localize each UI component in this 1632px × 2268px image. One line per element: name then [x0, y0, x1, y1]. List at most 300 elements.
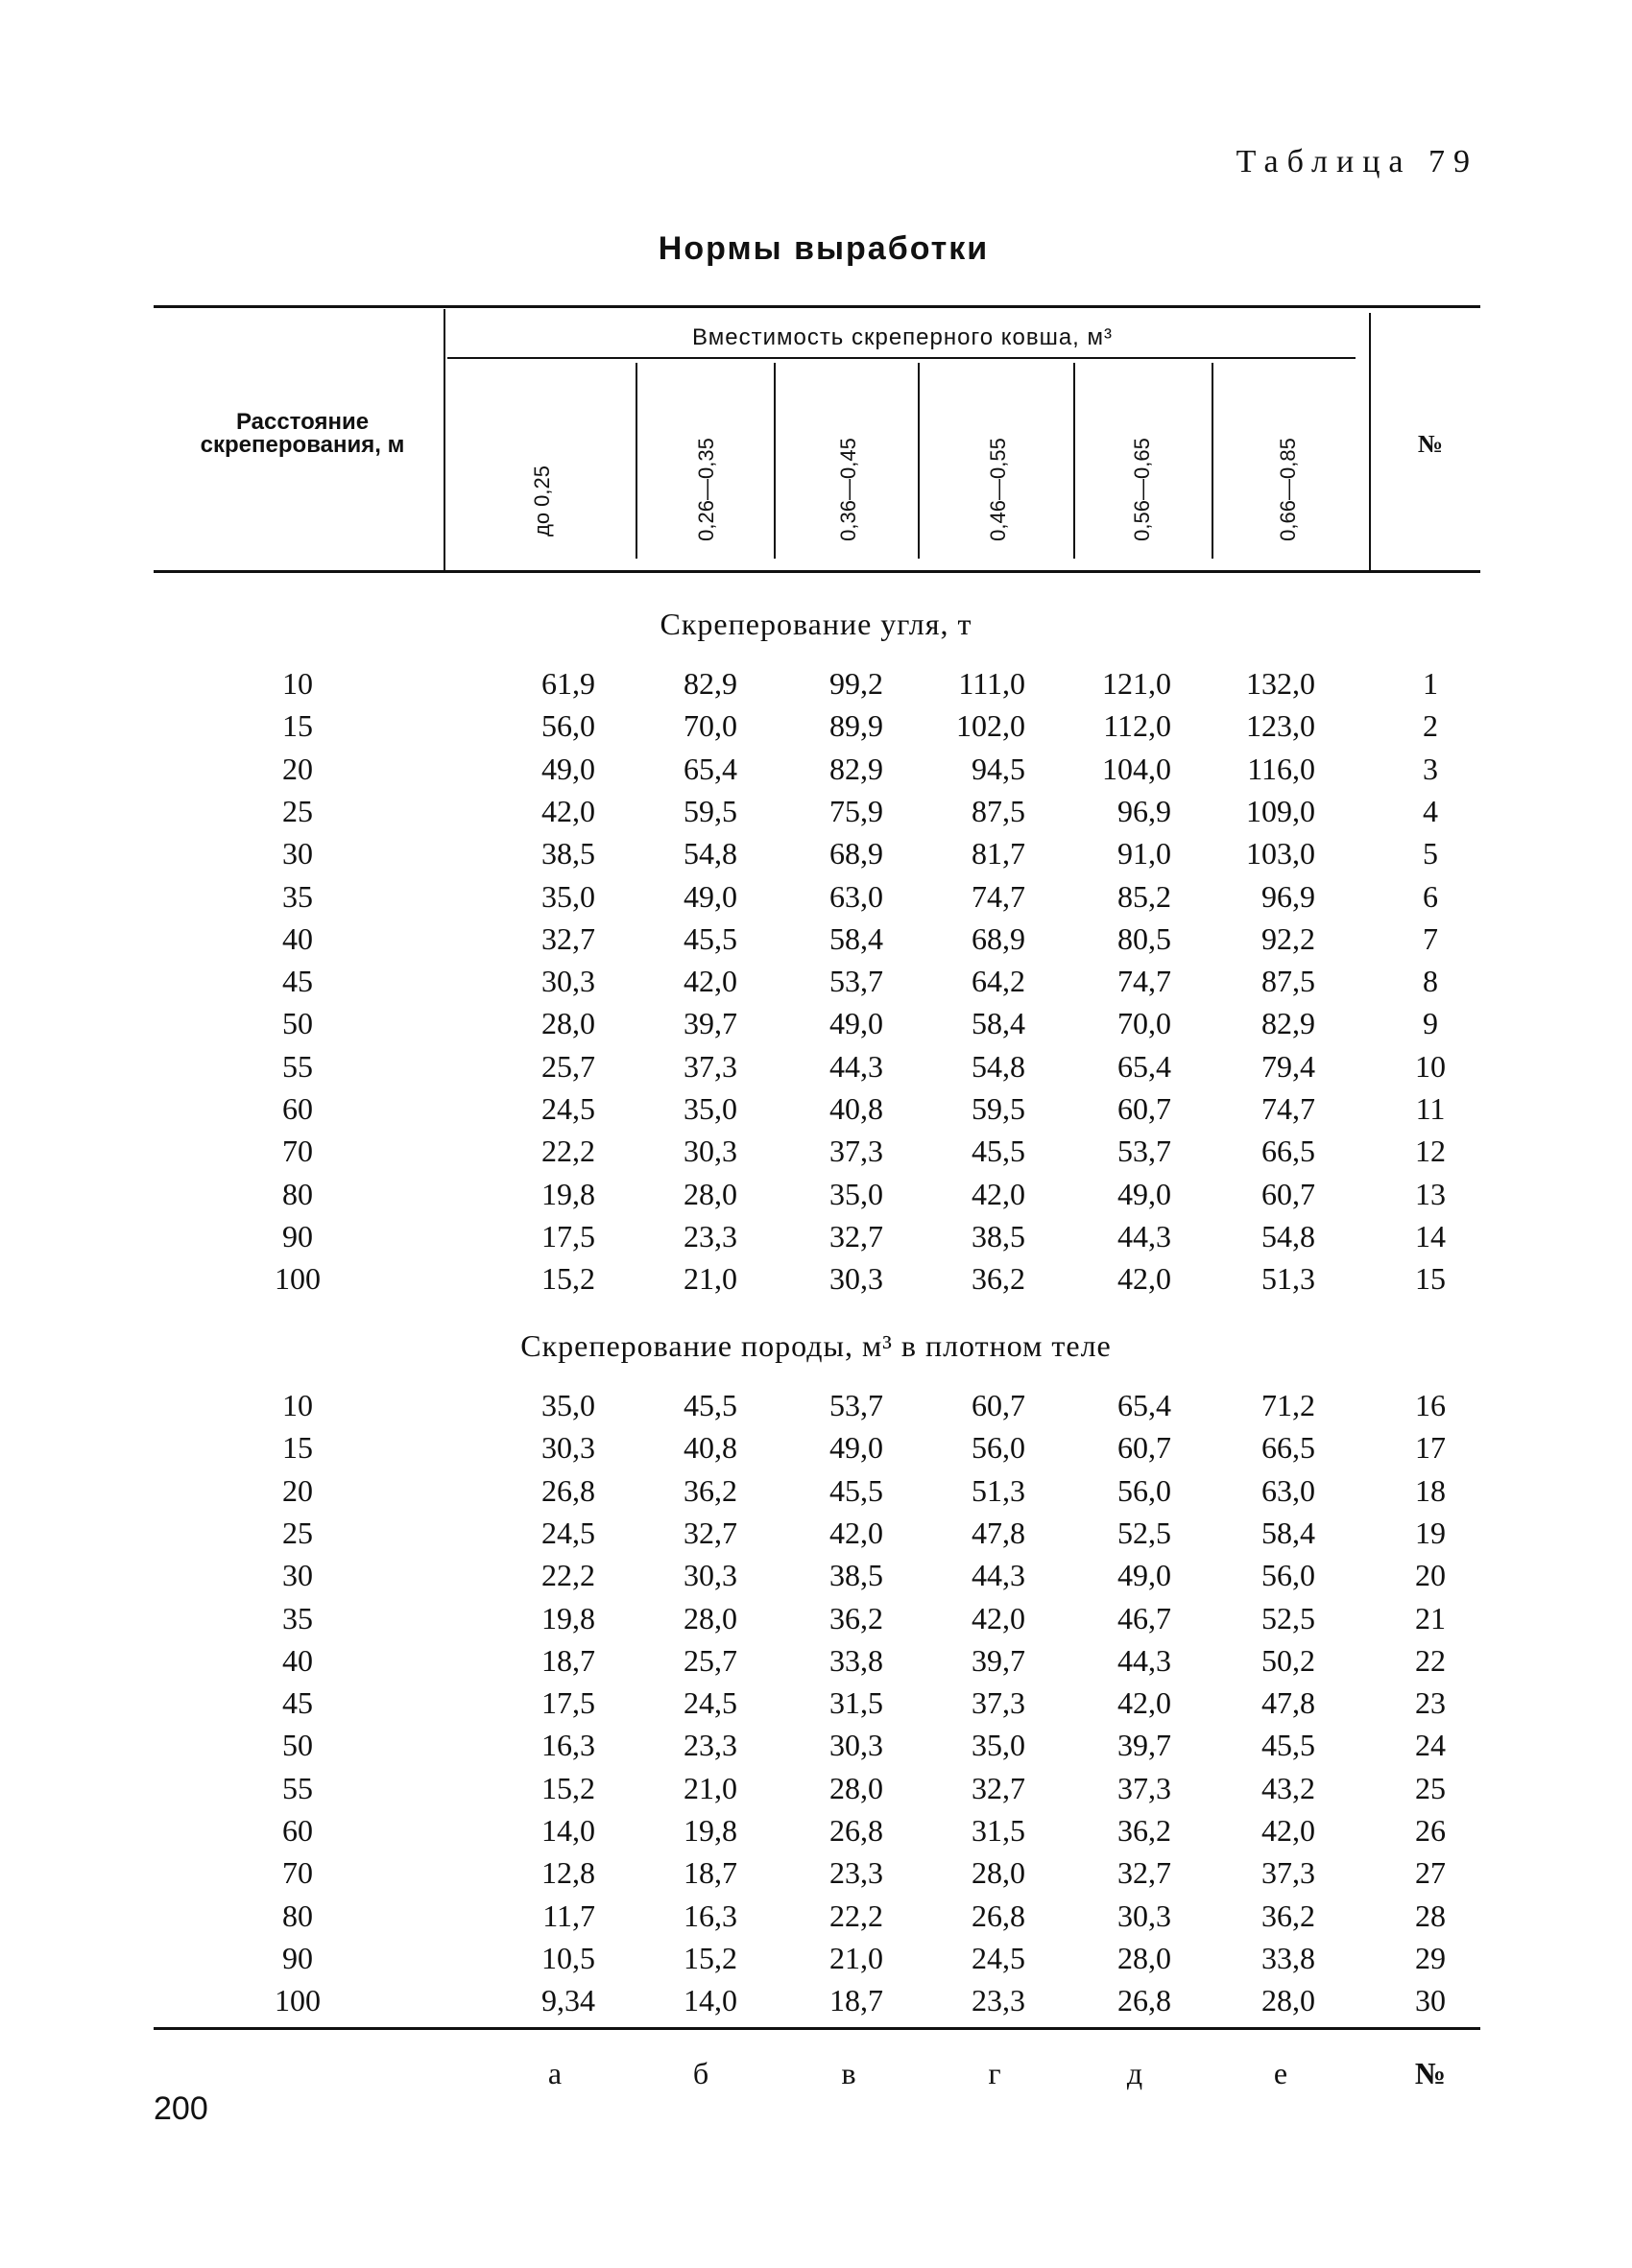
value-cell: 36,2: [829, 1600, 883, 1635]
distance-cell: 45: [282, 964, 313, 999]
value-cell: 45,5: [684, 1388, 737, 1422]
distance-cell: 50: [282, 1006, 313, 1041]
value-cell: 30,3: [1117, 1898, 1171, 1933]
value-cell: 68,9: [972, 920, 1025, 956]
value-cell: 37,3: [684, 1048, 737, 1084]
col-header-c: 0,36—0,45: [836, 438, 860, 541]
value-cell: 68,9: [829, 836, 883, 871]
footer-letter-c: в: [841, 2056, 856, 2090]
value-cell: 103,0: [1246, 836, 1315, 871]
value-cell: 18,7: [541, 1642, 595, 1678]
footer-letter-a: а: [547, 2056, 563, 2090]
col-header-b: 0,26—0,35: [694, 438, 718, 541]
value-cell: 66,5: [1261, 1430, 1315, 1466]
footer-letter-f: е: [1273, 2056, 1288, 2090]
value-cell: 22,2: [541, 1558, 595, 1593]
value-cell: 36,2: [972, 1261, 1025, 1297]
value-cell: 50,2: [1261, 1642, 1315, 1678]
value-cell: 30,3: [541, 1430, 595, 1466]
value-cell: 30,3: [829, 1728, 883, 1763]
value-cell: 18,7: [829, 1983, 883, 2018]
row-number-cell: 13: [1415, 1176, 1446, 1211]
row-number-cell: 11: [1415, 1091, 1446, 1126]
table-row: [0, 1261, 1632, 1303]
row-number-cell: 19: [1415, 1515, 1446, 1550]
value-cell: 74,7: [972, 878, 1025, 914]
distance-header: Расстояние скреперования, м: [200, 409, 405, 458]
value-cell: 42,0: [972, 1176, 1025, 1211]
footer-letter-d: г: [988, 2056, 1001, 2090]
value-cell: 45,5: [684, 920, 737, 956]
capacity-underline: [447, 357, 1356, 359]
table-row: [0, 1049, 1632, 1091]
capacity-header: Вместимость скреперного ковша, м³: [691, 324, 1114, 350]
row-number-cell: 9: [1423, 1006, 1438, 1041]
value-cell: 44,3: [972, 1558, 1025, 1593]
value-cell: 45,5: [1261, 1728, 1315, 1763]
value-cell: 44,3: [1117, 1218, 1171, 1253]
bottom-rule: [154, 2027, 1480, 2030]
value-cell: 37,3: [1117, 1770, 1171, 1805]
value-cell: 24,5: [541, 1091, 595, 1126]
value-cell: 80,5: [1117, 920, 1171, 956]
distance-cell: 80: [282, 1898, 313, 1933]
distance-cell: 55: [282, 1048, 313, 1084]
value-cell: 102,0: [956, 708, 1025, 744]
value-cell: 109,0: [1246, 793, 1315, 828]
value-cell: 47,8: [1261, 1685, 1315, 1721]
row-number-cell: 3: [1423, 751, 1438, 786]
value-cell: 30,3: [829, 1261, 883, 1297]
value-cell: 87,5: [972, 793, 1025, 828]
value-cell: 35,0: [541, 1388, 595, 1422]
row-number-cell: 15: [1415, 1261, 1446, 1297]
distance-cell: 90: [282, 1940, 313, 1975]
value-cell: 75,9: [829, 793, 883, 828]
value-cell: 60,7: [1117, 1430, 1171, 1466]
value-cell: 30,3: [541, 964, 595, 999]
header-divider-left: [444, 309, 445, 570]
value-cell: 28,0: [829, 1770, 883, 1805]
distance-cell: 15: [282, 1430, 313, 1466]
value-cell: 111,0: [958, 666, 1025, 701]
distance-cell: 90: [282, 1218, 313, 1253]
value-cell: 25,7: [541, 1048, 595, 1084]
value-cell: 65,4: [684, 751, 737, 786]
value-cell: 35,0: [541, 878, 595, 914]
table-row: [0, 1558, 1632, 1600]
value-cell: 42,0: [1117, 1685, 1171, 1721]
table-row: [0, 1430, 1632, 1472]
value-cell: 74,7: [1117, 964, 1171, 999]
value-cell: 94,5: [972, 751, 1025, 786]
value-cell: 92,2: [1261, 920, 1315, 956]
page-number: 200: [154, 2090, 208, 2127]
table-row: [0, 1855, 1632, 1898]
distance-cell: 100: [275, 1983, 321, 2018]
value-cell: 132,0: [1246, 666, 1315, 701]
table-row: [0, 1177, 1632, 1219]
value-cell: 28,0: [972, 1855, 1025, 1891]
value-cell: 35,0: [829, 1176, 883, 1211]
value-cell: 21,0: [684, 1770, 737, 1805]
value-cell: 42,0: [1261, 1813, 1315, 1848]
value-cell: 70,0: [684, 708, 737, 744]
value-cell: 28,0: [1117, 1940, 1171, 1975]
section-title-rock: Скреперование породы, м³ в плотном теле: [520, 1328, 1112, 1363]
value-cell: 49,0: [1117, 1176, 1171, 1211]
value-cell: 65,4: [1117, 1048, 1171, 1084]
table-row: [0, 1516, 1632, 1558]
value-cell: 10,5: [541, 1940, 595, 1975]
table-row: [0, 1771, 1632, 1813]
value-cell: 52,5: [1117, 1515, 1171, 1550]
table-row: [0, 1091, 1632, 1134]
value-cell: 40,8: [684, 1430, 737, 1466]
value-cell: 56,0: [541, 708, 595, 744]
value-cell: 11,7: [542, 1898, 595, 1933]
value-cell: 21,0: [829, 1940, 883, 1975]
distance-cell: 60: [282, 1091, 313, 1126]
value-cell: 39,7: [684, 1006, 737, 1041]
value-cell: 49,0: [829, 1006, 883, 1041]
row-number-cell: 1: [1423, 666, 1438, 701]
value-cell: 22,2: [829, 1898, 883, 1933]
row-number-cell: 18: [1415, 1472, 1446, 1508]
distance-cell: 30: [282, 1558, 313, 1593]
value-cell: 116,0: [1247, 751, 1315, 786]
value-cell: 19,8: [541, 1176, 595, 1211]
value-cell: 42,0: [1117, 1261, 1171, 1297]
distance-cell: 30: [282, 836, 313, 871]
value-cell: 39,7: [1117, 1728, 1171, 1763]
col-divider-4: [1073, 363, 1075, 559]
row-number-cell: 4: [1423, 793, 1438, 828]
value-cell: 19,8: [684, 1813, 737, 1848]
table-row: [0, 1134, 1632, 1176]
distance-cell: 10: [282, 666, 313, 701]
distance-cell: 100: [275, 1261, 321, 1297]
value-cell: 53,7: [1117, 1134, 1171, 1169]
value-cell: 91,0: [1117, 836, 1171, 871]
table-row: [0, 1643, 1632, 1685]
value-cell: 23,3: [972, 1983, 1025, 2018]
distance-cell: 50: [282, 1728, 313, 1763]
col-header-f: 0,66—0,85: [1276, 438, 1300, 541]
row-number-cell: 8: [1423, 964, 1438, 999]
row-number-cell: 25: [1415, 1770, 1446, 1805]
col-divider-3: [918, 363, 920, 559]
value-cell: 37,3: [829, 1134, 883, 1169]
table-row: [0, 1006, 1632, 1048]
table-row: [0, 836, 1632, 878]
distance-cell: 10: [282, 1388, 313, 1422]
row-number-cell: 26: [1415, 1813, 1446, 1848]
distance-cell: 60: [282, 1813, 313, 1848]
value-cell: 17,5: [541, 1218, 595, 1253]
top-rule: [154, 305, 1480, 308]
table-row: [0, 1219, 1632, 1261]
value-cell: 89,9: [829, 708, 883, 744]
row-number-cell: 14: [1415, 1218, 1446, 1253]
value-cell: 51,3: [972, 1472, 1025, 1508]
value-cell: 16,3: [684, 1898, 737, 1933]
value-cell: 58,4: [972, 1006, 1025, 1041]
value-cell: 65,4: [1117, 1388, 1171, 1422]
value-cell: 15,2: [684, 1940, 737, 1975]
title-text: Нормы выработки: [658, 230, 990, 267]
row-number-cell: 30: [1415, 1983, 1446, 2018]
value-cell: 32,7: [541, 920, 595, 956]
col-header-d: 0,46—0,55: [986, 438, 1010, 541]
value-cell: 123,0: [1246, 708, 1315, 744]
distance-cell: 40: [282, 1642, 313, 1678]
value-cell: 25,7: [684, 1642, 737, 1678]
table-row: [0, 1728, 1632, 1770]
value-cell: 52,5: [1261, 1600, 1315, 1635]
table-row: [0, 1601, 1632, 1643]
row-number-cell: 5: [1423, 836, 1438, 871]
value-cell: 26,8: [829, 1813, 883, 1848]
value-cell: 28,0: [541, 1006, 595, 1041]
value-cell: 32,7: [972, 1770, 1025, 1805]
row-number-cell: 28: [1415, 1898, 1446, 1933]
value-cell: 70,0: [1117, 1006, 1171, 1041]
value-cell: 23,3: [684, 1218, 737, 1253]
value-cell: 28,0: [1261, 1983, 1315, 2018]
row-number-cell: 16: [1415, 1388, 1446, 1422]
table-number: Таблица 79: [1236, 144, 1478, 179]
footer-number: №: [1414, 2056, 1447, 2090]
value-cell: 14,0: [684, 1983, 737, 2018]
value-cell: 59,5: [972, 1091, 1025, 1126]
distance-cell: 55: [282, 1770, 313, 1805]
header-divider-right: [1369, 313, 1371, 570]
row-number-cell: 27: [1415, 1855, 1446, 1891]
col-divider-2: [774, 363, 776, 559]
value-cell: 26,8: [1117, 1983, 1171, 2018]
value-cell: 61,9: [541, 666, 595, 701]
table-row: [0, 879, 1632, 921]
value-cell: 56,0: [1117, 1472, 1171, 1508]
value-cell: 26,8: [541, 1472, 595, 1508]
table-row: [0, 752, 1632, 794]
row-number-cell: 29: [1415, 1940, 1446, 1975]
row-number-cell: 23: [1415, 1685, 1446, 1721]
value-cell: 49,0: [541, 751, 595, 786]
header-bottom-rule: [154, 570, 1480, 573]
table-row: [0, 1898, 1632, 1941]
value-cell: 18,7: [684, 1855, 737, 1891]
row-number-cell: 10: [1415, 1048, 1446, 1084]
value-cell: 58,4: [829, 920, 883, 956]
value-cell: 36,2: [1261, 1898, 1315, 1933]
table-row: [0, 1941, 1632, 1983]
value-cell: 24,5: [541, 1515, 595, 1550]
distance-cell: 70: [282, 1855, 313, 1891]
table-title: [0, 230, 1632, 268]
value-cell: 19,8: [541, 1600, 595, 1635]
value-cell: 54,8: [972, 1048, 1025, 1084]
distance-cell: 15: [282, 708, 313, 744]
table-row: [0, 921, 1632, 964]
distance-cell: 20: [282, 751, 313, 786]
value-cell: 30,3: [684, 1134, 737, 1169]
col-divider-1: [636, 363, 637, 559]
value-cell: 28,0: [684, 1600, 737, 1635]
value-cell: 23,3: [684, 1728, 737, 1763]
value-cell: 37,3: [972, 1685, 1025, 1721]
value-cell: 32,7: [829, 1218, 883, 1253]
value-cell: 58,4: [1261, 1515, 1315, 1550]
row-number-cell: 6: [1423, 878, 1438, 914]
value-cell: 16,3: [541, 1728, 595, 1763]
value-cell: 24,5: [684, 1685, 737, 1721]
value-cell: 24,5: [972, 1940, 1025, 1975]
value-cell: 49,0: [684, 878, 737, 914]
value-cell: 33,8: [829, 1642, 883, 1678]
value-cell: 49,0: [1117, 1558, 1171, 1593]
value-cell: 21,0: [684, 1261, 737, 1297]
value-cell: 22,2: [541, 1134, 595, 1169]
distance-cell: 25: [282, 1515, 313, 1550]
value-cell: 32,7: [1117, 1855, 1171, 1891]
row-number-cell: 12: [1415, 1134, 1446, 1169]
value-cell: 53,7: [829, 964, 883, 999]
row-number-cell: 7: [1423, 920, 1438, 956]
value-cell: 54,8: [1261, 1218, 1315, 1253]
value-cell: 82,9: [1261, 1006, 1315, 1041]
distance-cell: 80: [282, 1176, 313, 1211]
value-cell: 30,3: [684, 1558, 737, 1593]
distance-cell: 45: [282, 1685, 313, 1721]
table-row: [0, 1473, 1632, 1516]
value-cell: 42,0: [684, 964, 737, 999]
table-row: [0, 1983, 1632, 2025]
value-cell: 40,8: [829, 1091, 883, 1126]
value-cell: 35,0: [972, 1728, 1025, 1763]
value-cell: 71,2: [1261, 1388, 1315, 1422]
value-cell: 35,0: [684, 1091, 737, 1126]
value-cell: 51,3: [1261, 1261, 1315, 1297]
value-cell: 121,0: [1102, 666, 1171, 701]
table-row: [0, 964, 1632, 1006]
value-cell: 38,5: [829, 1558, 883, 1593]
row-number-cell: 22: [1415, 1642, 1446, 1678]
distance-cell: 35: [282, 1600, 313, 1635]
value-cell: 79,4: [1261, 1048, 1315, 1084]
value-cell: 82,9: [829, 751, 883, 786]
value-cell: 47,8: [972, 1515, 1025, 1550]
value-cell: 66,5: [1261, 1134, 1315, 1169]
value-cell: 63,0: [829, 878, 883, 914]
col-header-a: до 0,25: [530, 465, 554, 537]
value-cell: 74,7: [1261, 1091, 1315, 1126]
row-number-cell: 17: [1415, 1430, 1446, 1466]
value-cell: 96,9: [1117, 793, 1171, 828]
distance-cell: 70: [282, 1134, 313, 1169]
distance-cell: 40: [282, 920, 313, 956]
distance-cell: 20: [282, 1472, 313, 1508]
value-cell: 42,0: [829, 1515, 883, 1550]
value-cell: 56,0: [1261, 1558, 1315, 1593]
value-cell: 31,5: [972, 1813, 1025, 1848]
value-cell: 99,2: [829, 666, 883, 701]
value-cell: 104,0: [1102, 751, 1171, 786]
row-number-cell: 20: [1415, 1558, 1446, 1593]
number-header: №: [1417, 430, 1444, 458]
value-cell: 54,8: [684, 836, 737, 871]
table-row: [0, 1813, 1632, 1855]
value-cell: 82,9: [684, 666, 737, 701]
value-cell: 36,2: [1117, 1813, 1171, 1848]
value-cell: 60,7: [1261, 1176, 1315, 1211]
value-cell: 9,34: [541, 1983, 595, 2018]
value-cell: 64,2: [972, 964, 1025, 999]
value-cell: 59,5: [684, 793, 737, 828]
footer-letter-b: б: [692, 2056, 709, 2090]
row-number-cell: 21: [1415, 1600, 1446, 1635]
table-row: [0, 708, 1632, 751]
footer-letter-e: д: [1126, 2056, 1143, 2090]
table-row: [0, 794, 1632, 836]
value-cell: 60,7: [1117, 1091, 1171, 1126]
value-cell: 112,0: [1103, 708, 1171, 744]
value-cell: 45,5: [829, 1472, 883, 1508]
value-cell: 39,7: [972, 1642, 1025, 1678]
section-title-coal: Скреперование угля, т: [660, 607, 972, 641]
value-cell: 23,3: [829, 1855, 883, 1891]
col-header-e: 0,56—0,65: [1130, 438, 1154, 541]
value-cell: 12,8: [541, 1855, 595, 1891]
value-cell: 15,2: [541, 1261, 595, 1297]
value-cell: 44,3: [829, 1048, 883, 1084]
value-cell: 31,5: [829, 1685, 883, 1721]
row-number-cell: 2: [1423, 708, 1438, 744]
table-row: [0, 666, 1632, 708]
table-row: [0, 1388, 1632, 1430]
value-cell: 14,0: [541, 1813, 595, 1848]
value-cell: 36,2: [684, 1472, 737, 1508]
value-cell: 56,0: [972, 1430, 1025, 1466]
table-row: [0, 1685, 1632, 1728]
value-cell: 17,5: [541, 1685, 595, 1721]
value-cell: 42,0: [972, 1600, 1025, 1635]
value-cell: 49,0: [829, 1430, 883, 1466]
value-cell: 38,5: [541, 836, 595, 871]
value-cell: 45,5: [972, 1134, 1025, 1169]
row-number-cell: 24: [1415, 1728, 1446, 1763]
value-cell: 46,7: [1117, 1600, 1171, 1635]
value-cell: 43,2: [1261, 1770, 1315, 1805]
value-cell: 60,7: [972, 1388, 1025, 1422]
value-cell: 53,7: [829, 1388, 883, 1422]
value-cell: 85,2: [1117, 878, 1171, 914]
value-cell: 37,3: [1261, 1855, 1315, 1891]
value-cell: 32,7: [684, 1515, 737, 1550]
value-cell: 42,0: [541, 793, 595, 828]
value-cell: 63,0: [1261, 1472, 1315, 1508]
value-cell: 15,2: [541, 1770, 595, 1805]
value-cell: 96,9: [1261, 878, 1315, 914]
distance-cell: 25: [282, 793, 313, 828]
distance-cell: 35: [282, 878, 313, 914]
value-cell: 38,5: [972, 1218, 1025, 1253]
value-cell: 26,8: [972, 1898, 1025, 1933]
value-cell: 87,5: [1261, 964, 1315, 999]
value-cell: 81,7: [972, 836, 1025, 871]
value-cell: 33,8: [1261, 1940, 1315, 1975]
